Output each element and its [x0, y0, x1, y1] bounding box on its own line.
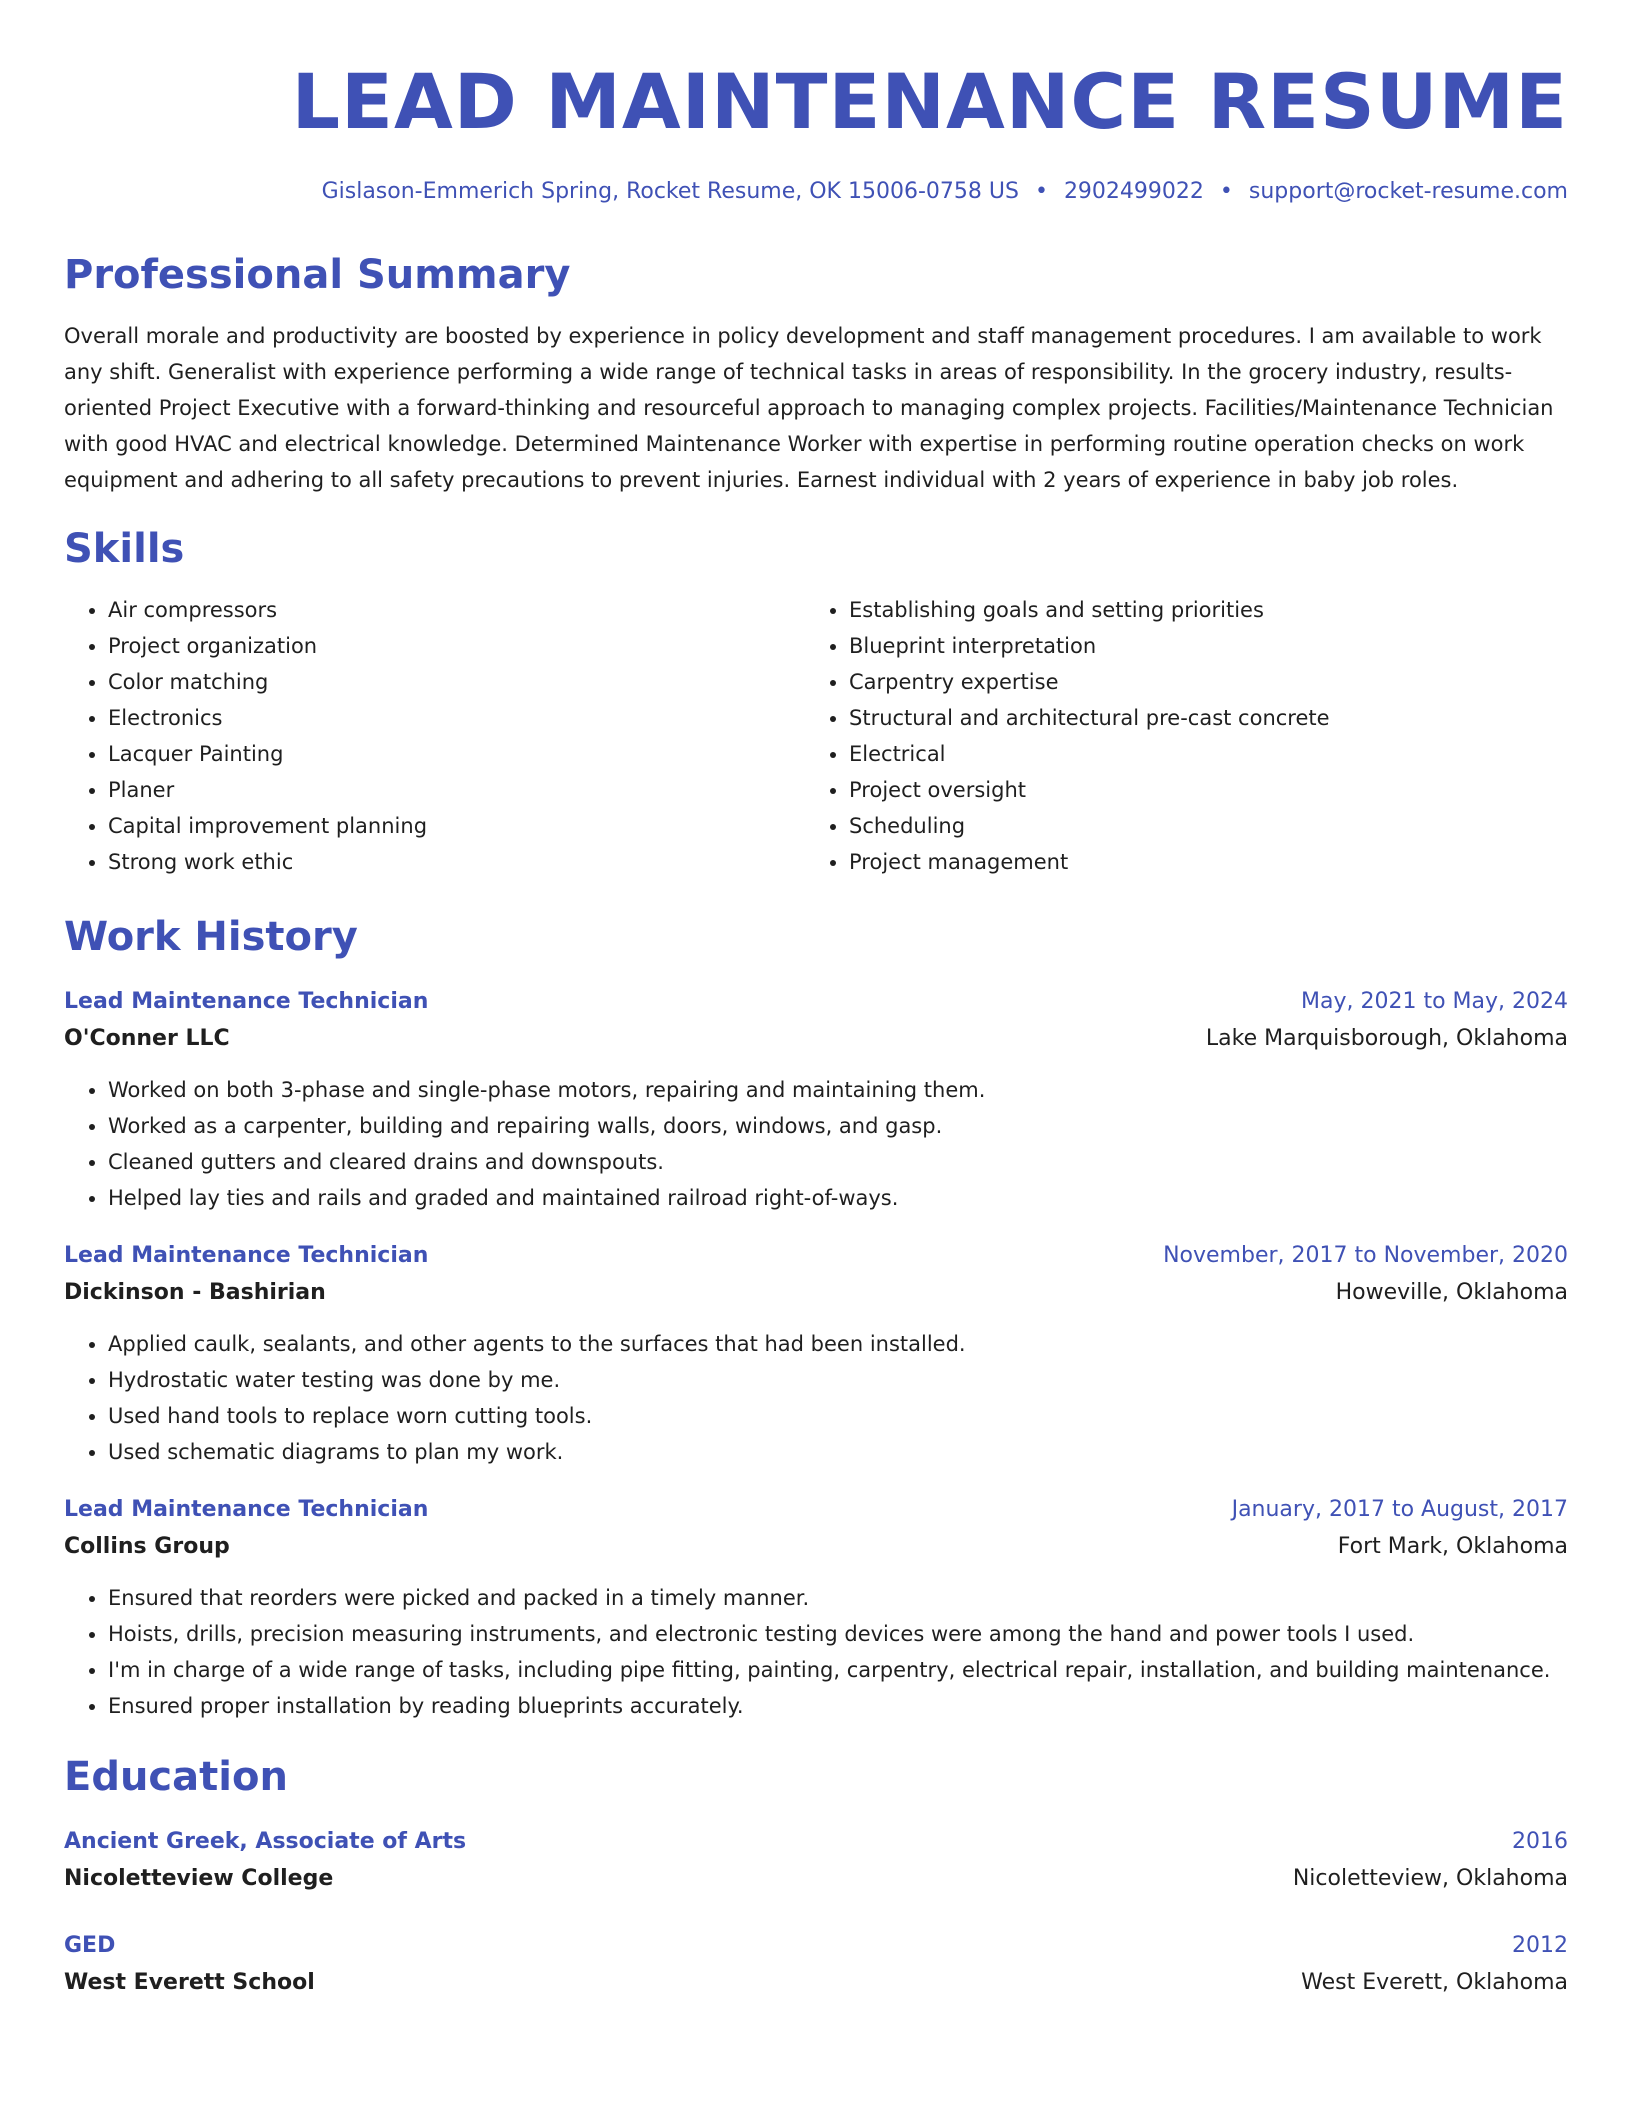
job-bullet: • Ensured proper installation by reading blueprints accurately. [108, 1688, 1568, 1724]
skill-item: • Project organization [108, 628, 805, 664]
contact-separator: • [1219, 179, 1233, 204]
skill-item: • Project management [849, 844, 1546, 880]
skills-heading: Skills [64, 526, 185, 572]
job-bullet: • Helped lay ties and rails and graded and maintained railroad right-of-ways. [108, 1180, 1568, 1216]
skill-item: • Electrical [849, 736, 1546, 772]
job-entry [64, 1492, 1568, 1724]
skill-item: • Project oversight [849, 772, 1546, 808]
job-subheader [64, 1020, 1568, 1058]
skill-item: • Scheduling [849, 808, 1546, 844]
education-header [64, 1824, 1568, 1860]
education-location: West Everett, Oklahoma [1301, 1970, 1568, 1995]
job-location: Lake Marquisborough, Oklahoma [1205, 1026, 1568, 1051]
skill-item: • Blueprint interpretation [849, 628, 1546, 664]
job-header [64, 984, 1568, 1020]
education-degree: Ancient Greek, Associate of Arts [64, 1829, 467, 1854]
job-bullet: • Hydrostatic water testing was done by me. [108, 1362, 1568, 1398]
job-location: Fort Mark, Oklahoma [1337, 1534, 1568, 1559]
skill-item: • Carpentry expertise [849, 664, 1546, 700]
job-bullet: • Applied caulk, sealants, and other agents to the surfaces that had been installed. [108, 1326, 1568, 1362]
job-title: Lead Maintenance Technician [64, 1243, 429, 1268]
education-degree: GED [64, 1933, 116, 1958]
job-company: Collins Group [64, 1534, 230, 1559]
resume-title: LEAD MAINTENANCE RESUME [291, 57, 1568, 146]
education-header [64, 1928, 1568, 1964]
education-entry [64, 1928, 1568, 2002]
job-subheader [64, 1274, 1568, 1312]
education-year: 2016 [1512, 1829, 1568, 1854]
skill-item: • Air compressors [108, 592, 805, 628]
job-header [64, 1238, 1568, 1274]
job-bullet: • Used hand tools to replace worn cutting tools. [108, 1398, 1568, 1434]
skill-item: • Establishing goals and setting priorities [849, 592, 1546, 628]
job-bullets [64, 1072, 1568, 1216]
education-heading: Education [64, 1754, 288, 1800]
skills-grid [64, 592, 1568, 880]
job-bullet: • Worked on both 3-phase and single-phase motors, repairing and maintaining them. [108, 1072, 1568, 1108]
job-title: Lead Maintenance Technician [64, 1497, 429, 1522]
job-bullet: • Worked as a carpenter, building and repairing walls, doors, windows, and gasp. [108, 1108, 1568, 1144]
job-bullets [64, 1580, 1568, 1724]
skill-item: • Structural and architectural pre-cast concrete [849, 700, 1546, 736]
contact-line [64, 176, 1568, 208]
education-school: Nicoletteview College [64, 1866, 334, 1891]
skill-item: • Lacquer Painting [108, 736, 805, 772]
job-bullet: • Ensured that reorders were picked and packed in a timely manner. [108, 1580, 1568, 1616]
skill-item: • Capital improvement planning [108, 808, 805, 844]
contact-address: Gislason-Emmerich Spring, Rocket Resume, OK 15006-0758 US [321, 179, 1019, 204]
education-school: West Everett School [64, 1970, 315, 1995]
contact-email[interactable]: support@rocket-resume.com [1248, 179, 1568, 204]
job-bullet: • Cleaned gutters and cleared drains and downspouts. [108, 1144, 1568, 1180]
job-subheader [64, 1528, 1568, 1566]
job-dates: November, 2017 to November, 2020 [1163, 1243, 1568, 1268]
summary-heading: Professional Summary [64, 252, 571, 298]
job-entry [64, 984, 1568, 1216]
job-company: Dickinson - Bashirian [64, 1280, 326, 1305]
summary-text: Overall morale and productivity are boosted by experience in policy development and staff management procedures. I am available to work any shift. Generalist with experience performing a wide range of technical tasks in areas of responsibility. In the grocery industry, results-oriented Project Executive with a forward-thinking and resourceful approach to managing complex projects. Facilities/Maintenance Technician with good HVAC and electrical knowledge. Determined Maintenance Worker with expertise in performing routine operation checks on work equipment and adhering to all safety precautions to prevent injuries. Earnest individual with 2 years of experience in baby job roles. [64, 324, 1554, 492]
education-subheader [64, 1860, 1568, 1898]
job-bullets [64, 1326, 1568, 1470]
work-history-heading: Work History [64, 914, 358, 960]
job-dates: May, 2021 to May, 2024 [1301, 989, 1568, 1014]
contact-phone: 2902499022 [1063, 179, 1204, 204]
education-entry [64, 1824, 1568, 1898]
job-title: Lead Maintenance Technician [64, 989, 429, 1014]
contact-separator: • [1034, 179, 1048, 204]
job-bullet: • Used schematic diagrams to plan my work. [108, 1434, 1568, 1470]
skill-item: • Strong work ethic [108, 844, 805, 880]
skill-item: • Electronics [108, 700, 805, 736]
job-dates: January, 2017 to August, 2017 [1231, 1497, 1568, 1522]
job-header [64, 1492, 1568, 1528]
job-entry [64, 1238, 1568, 1470]
job-company: O'Conner LLC [64, 1026, 230, 1051]
skill-item: • Planer [108, 772, 805, 808]
education-location: Nicoletteview, Oklahoma [1292, 1866, 1568, 1891]
skill-item: • Color matching [108, 664, 805, 700]
education-year: 2012 [1512, 1933, 1568, 1958]
job-bullet: • Hoists, drills, precision measuring instruments, and electronic testing devices were among the hand and power tools I used. [108, 1616, 1568, 1652]
skills-column-right [805, 592, 1546, 880]
job-bullet: • I'm in charge of a wide range of tasks, including pipe fitting, painting, carpentry, electrical repair, installation, and building maintenance. [108, 1652, 1568, 1688]
job-location: Howeville, Oklahoma [1335, 1280, 1568, 1305]
education-subheader [64, 1964, 1568, 2002]
skills-column-left [64, 592, 805, 880]
